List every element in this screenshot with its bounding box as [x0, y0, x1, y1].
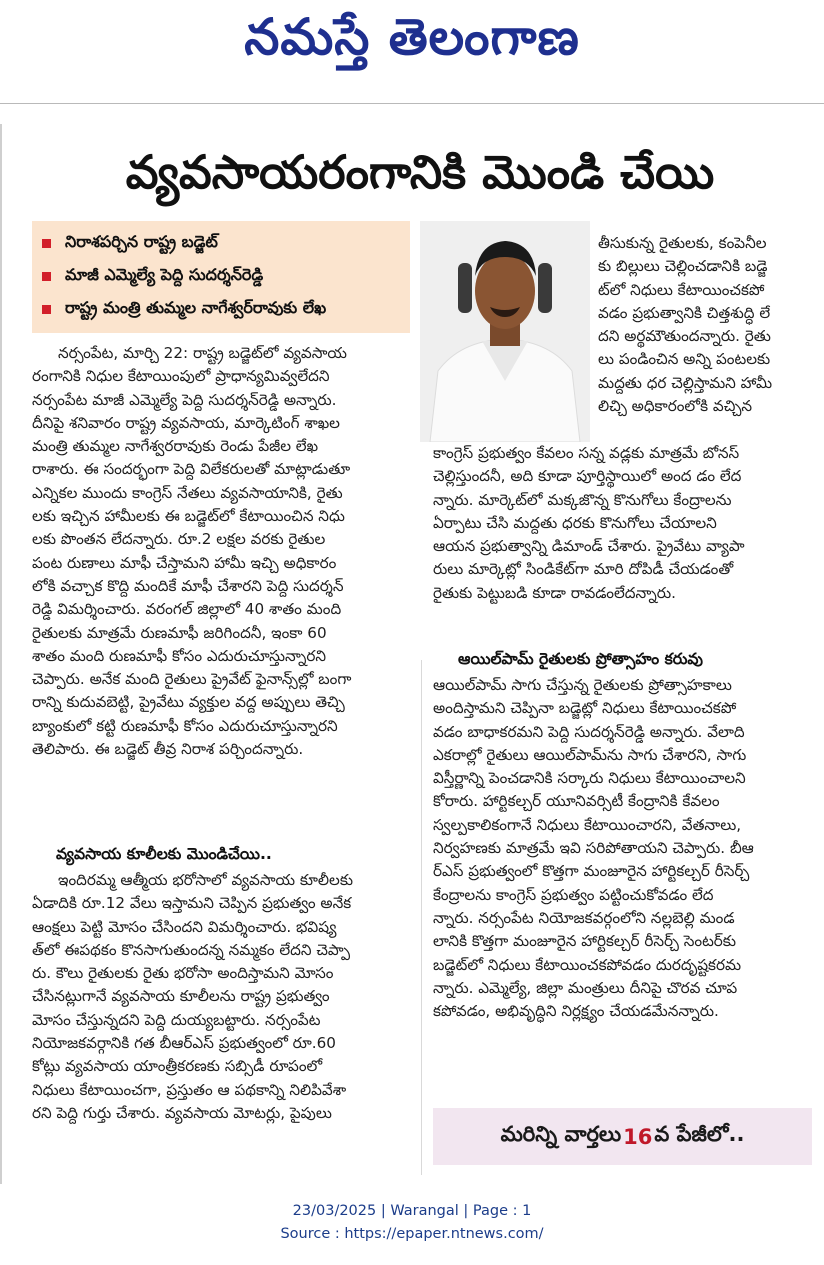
masthead-divider [0, 103, 824, 104]
text-line: ఎకరాల్లో రైతులు ఆయిల్‌పామ్‌ను సాగు చేశారని, సాగు [433, 745, 747, 764]
more-news-box [433, 1108, 812, 1165]
portrait-photo [420, 221, 590, 442]
text-line: న్నారు. నర్సంపేట నియోజకవర్గంలోని నల్లబెల్లి మండ [433, 908, 735, 927]
text-line: ఆయిల్‌పామ్ సాగు చేస్తున్న రైతులకు ప్రోత్సాహకాలు [433, 676, 732, 694]
text-line: కు బిల్లులు చెల్లించడానికి బడ్జె [598, 257, 768, 276]
text-line: అందిస్తామని చెప్పినా బడ్జెట్లో నిధులు కేటాయించకపో [433, 699, 737, 718]
text-line: న్నారు. మార్కెట్‌లో మక్కజొన్న కొనుగోలు కేంద్రాలను [433, 490, 732, 509]
more-news-page-number: 16 [623, 1124, 653, 1149]
text-line: లోకి వచ్చాక కొద్ది మందికే మాఫీ చేశారని పెద్ది సుదర్శన్ [32, 576, 344, 595]
text-line: ఆంక్షలు పెట్టి మోసం చేసిందని విమర్శించారు. భవిష్య [32, 917, 337, 936]
bullet-icon [42, 272, 51, 281]
text-line: మోసం చేస్తున్నదని పెద్ది దుయ్యబట్టారు. నర్సంపేట [32, 1010, 321, 1029]
text-line: స్వల్పకాలికంగానే నిధులు కేటాయించారని, వేతనాలు, [433, 815, 742, 834]
more-news-prefix: మరిన్ని వార్తలు [500, 1121, 622, 1146]
text-line: రాన్ని కుదువబెట్టి, ప్రైవేటు వ్యక్తుల వద్ద అప్పులు తెచ్చి [32, 693, 345, 712]
text-line: పంట రుణాలు మాఫీ చేస్తామని హామీ ఇచ్చి అధికారం [32, 553, 337, 572]
text-line: రాశారు. ఈ సందర్భంగా పెద్ది విలేకరులతో మాట్లాడుతూ [32, 460, 351, 479]
highlight-item [42, 260, 400, 293]
text-line: త్‌లో ఈపథకం కొనసాగుతుందన్న నమ్మకం లేదని చెప్పా [32, 940, 351, 959]
article-text-right-top [598, 232, 812, 418]
article-text-left [32, 342, 410, 761]
text-line: ఏర్పాటు చేసి మద్దతు ధరకు కొనుగోలు చేయాలని [433, 513, 717, 532]
text-line: మంత్రి తుమ్మల నాగేశ్వరరావుకు రెండు పేజీల లేఖ [32, 437, 319, 456]
text-line: నర్సంపేట, మార్చి 22: రాష్ట్ర బడ్జెట్‌లో వ్యవసాయ [58, 344, 347, 362]
text-line: చెల్లిస్తుందనీ, అది కూడా పూర్తిస్థాయిలో అంద డం లేద [433, 467, 742, 486]
text-line: లకు ఇచ్చిన హామీలకు ఈ బడ్జెట్‌లో కేటాయించిన నిధు [32, 507, 345, 526]
text-line: ఇందిరమ్మ ఆత్మీయ భరోసాలో వ్యవసాయ కూలీలకు [58, 871, 354, 889]
footer-source: Source : https://epaper.ntnews.com/ [280, 1226, 544, 1242]
highlight-item [42, 227, 400, 260]
text-line: ట్‌లో నిధులు కేటాయించకపో [598, 280, 765, 299]
column-divider [421, 660, 422, 1175]
text-line: కోరారు. హార్టికల్చర్ యూనివర్సిటీ కేంద్రానికి కేవలం [433, 792, 720, 811]
subheading-labourers: వ్యవసాయ కూలీలకు మొండిచేయి.. [56, 845, 272, 863]
text-line: కోట్లు వ్యవసాయ యాంత్రీకరణకు సబ్సిడీ రూపంలో [32, 1057, 323, 1076]
text-line: బ్యాంకులో కట్టి రుణమాఫీ కోసం ఎదురుచూస్తున్నారని [32, 716, 338, 735]
text-line: కపోవడం, అభివృద్ధిని నిర్లక్ష్యం చేయడమేనన్నారు. [433, 1002, 719, 1021]
text-line: రులు మార్కెట్లో సిండికేట్‌గా మారి దోపిడీ చేయడంతో [433, 560, 734, 579]
text-line: విస్తీర్ణాన్ని పెంచడానికి సర్కారు నిధులు కేటాయించాలని [433, 769, 746, 788]
text-line: రంగానికి నిధుల కేటాయింపులో ప్రాధాన్యమివ్వలేదని [32, 367, 330, 386]
text-line: దని అర్థమౌతుందన్నారు. రైతు [598, 327, 771, 346]
text-line: ఆయన ప్రభుత్వాన్ని డిమాండ్ చేశారు. ప్రైవేటు వ్యాపా [433, 537, 745, 556]
headline: వ్యవసాయరంగానికి మొండి చేయి [125, 145, 715, 199]
footer-date-edition: 23/03/2025 | Warangal | Page : 1 [292, 1203, 532, 1219]
text-line: రని పెద్ది గుర్తు చేశారు. వ్యవసాయ మోటర్లు, పైపులు [32, 1103, 332, 1122]
highlight-item [42, 293, 400, 326]
highlight-text: నిరాశపర్చిన రాష్ట్ర బడ్జెట్ [65, 232, 218, 251]
portrait-illustration [420, 221, 590, 442]
article-text-left-lower [32, 869, 410, 1125]
text-line: రైతుకు పెట్టుబడి కూడా రావడంలేదన్నారు. [433, 583, 676, 602]
text-line: నర్సంపేట మాజీ ఎమ్మెల్యే పెద్ది సుదర్శన్‌రెడ్డి అన్నారు. [32, 390, 337, 409]
text-line: బడ్జెట్‌లో నిధులు కేటాయించకపోవడం దురదృష్టకరమ [433, 955, 742, 974]
text-line: లిచ్చి అధికారంలోకి వచ్చిన [598, 397, 753, 416]
page-edge-line [0, 124, 2, 1184]
footer [0, 1200, 824, 1246]
text-line: న్నారు. ఎమ్మెల్యే, జిల్లా మంత్రులు దీనిపై చొరవ చూప [433, 978, 738, 997]
text-line: కేంద్రాలను కాంగ్రెస్ ప్రభుత్వం పట్టించుకోవడం లేద [433, 885, 714, 904]
article-text-right-wide [433, 442, 812, 605]
text-line: ర్‌ఎస్ ప్రభుత్వంలో కొత్తగా మంజూరైన హార్టికల్చర్ రీసెర్చ్ [433, 862, 750, 881]
text-line: ఎన్నికల ముందు కాంగ్రెస్ నేతలు వ్యవసాయానికి, రైతు [32, 483, 343, 502]
text-line: నియోజకవర్గానికి గత బీఆర్‌ఎస్ ప్రభుత్వంలో రూ.60 [32, 1034, 336, 1053]
text-line: వడం ప్రభుత్వానికి చిత్తశుద్ధి లే [598, 303, 771, 322]
more-news-suffix: వ పేజీలో.. [654, 1121, 745, 1146]
text-line: నిధులు కేటాయించగా, ప్రస్తుతం ఆ పథకాన్ని నిలిపివేశా [32, 1080, 347, 1099]
highlight-text: రాష్ట్ర మంత్రి తుమ్మల నాగేశ్వర్‌రావుకు లేఖ [65, 298, 327, 317]
highlights-box [32, 221, 410, 333]
text-line: మద్దతు ధర చెల్లిస్తామని హామీ [598, 373, 773, 392]
text-line: లానికి కొత్తగా మంజూరైన హార్టికల్చర్ రీసెర్చ్ సెంటర్‌కు [433, 932, 736, 951]
text-line: కాంగ్రెస్ ప్రభుత్వం కేవలం సన్న వడ్లకు మాత్రమే బోనస్ [433, 444, 740, 462]
text-line: శాతం మంది రుణమాఫీ కోసం ఎదురుచూస్తున్నారని [32, 646, 327, 665]
text-line: లు పండించిన అన్ని పంటలకు [598, 350, 771, 369]
text-line: దీనిపై శనివారం రాష్ట్ర వ్యవసాయ, మార్కెటింగ్ శాఖల [32, 413, 340, 432]
masthead [0, 0, 824, 92]
text-line: చెప్పారు. అనేక మంది రైతులు ప్రైవేట్ ఫైనాన్స్‌ల్లో బంగా [32, 670, 352, 689]
text-line: లకు పొంతన లేదన్నారు. రూ.2 లక్షల వరకు రైతుల [32, 530, 326, 549]
bullet-icon [42, 305, 51, 314]
masthead-title: నమస్తే తెలంగాణ [244, 8, 580, 66]
article-text-right-lower [433, 674, 812, 1023]
subheading-oilpalm: ఆయిల్‌పామ్ రైతులకు ప్రోత్సాహం కరువు [458, 650, 703, 668]
text-line: తెలిపారు. ఈ బడ్జెట్ తీవ్ర నిరాశ పర్చిందన్నారు. [32, 740, 304, 759]
text-line: రెడ్డి విమర్శించారు. వరంగల్ జిల్లాలో 40 శాతం మంది [32, 600, 342, 619]
text-line: నిర్వహణకు మాత్రమే ఇవి సరిపోతాయని చెప్పారు. బీఆ [433, 839, 754, 858]
text-line: చేసినట్లుగానే వ్యవసాయ కూలీలను రాష్ట్ర ప్రభుత్వం [32, 987, 330, 1006]
text-line: వడం బాధాకరమని పెద్ది సుదర్శన్‌రెడ్డి అన్నారు. వేలాది [433, 722, 745, 741]
bullet-icon [42, 239, 51, 248]
text-line: తీసుకున్న రైతులకు, కంపెనీల [598, 234, 767, 252]
highlight-text: మాజీ ఎమ్మెల్యే పెద్ది సుదర్శన్‌రెడ్డి [65, 265, 264, 284]
text-line: ఏడాదికి రూ.12 వేలు ఇస్తామని చెప్పిన ప్రభుత్వం అనేక [32, 894, 352, 913]
text-line: రు. కౌలు రైతులకు రైతు భరోసా అందిస్తామని మోసం [32, 964, 334, 983]
text-line: రైతులకు మాత్రమే రుణమాఫీ జరిగిందనీ, ఇంకా 60 [32, 623, 327, 642]
